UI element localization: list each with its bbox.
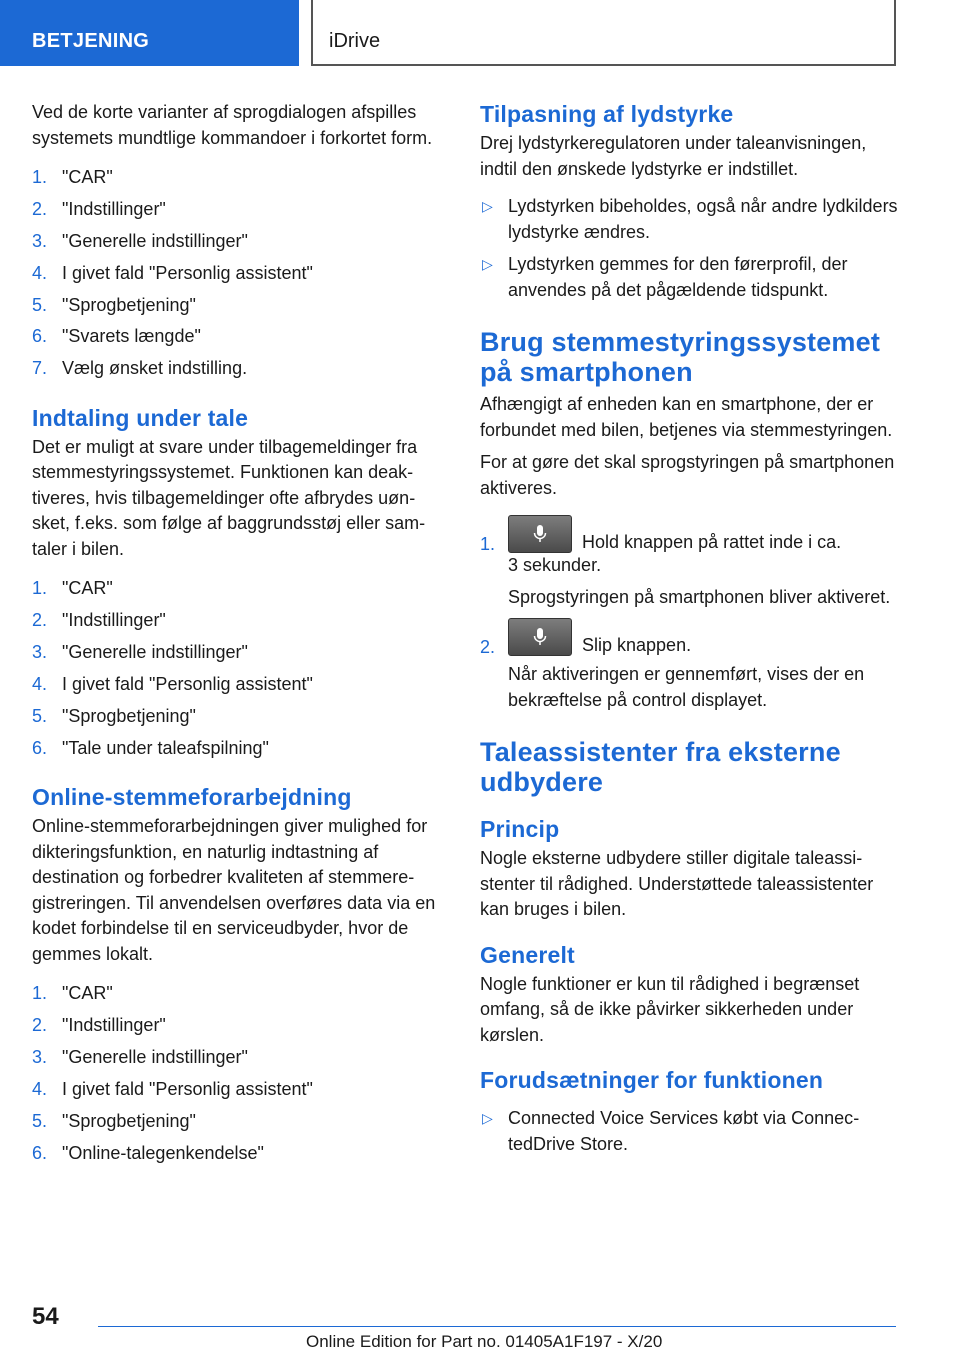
list-item: 3. "Generelle indstillinger" xyxy=(32,230,248,251)
list-item: 4. I givet fald "Personlig assistent" xyxy=(32,262,313,283)
section-tab xyxy=(0,0,299,66)
list-item: ▷ Connected Voice Services købt via ConnectedDrive Store. xyxy=(482,1108,860,1154)
triangle-right-icon: ▷ xyxy=(482,256,493,272)
chapter-tab xyxy=(311,0,896,66)
left-column xyxy=(32,100,442,1173)
list-item: 5. "Sprogbetjening" xyxy=(32,705,196,726)
triangle-right-icon: ▷ xyxy=(482,198,493,214)
list-item: 5. "Sprogbetjening" xyxy=(32,294,196,315)
paragraph-indtaling: Det er muligt at svare under tilbagemeldinger fra stemmestyringssystemet. Funktionen kan deaktiveres, hvis tilbagemeldinger ofte afbrydes uønsket, f.eks. som følge af baggrundsstøj eller samtaler i bilen. xyxy=(32,436,426,559)
heading-forudsaetninger: Forudsætninger for funktionen xyxy=(480,1067,824,1093)
microphone-icon xyxy=(508,618,572,656)
list-item: 3. "Generelle indstillinger" xyxy=(32,642,248,663)
list-item: 6. "Online-talegenkendelse" xyxy=(32,1142,264,1163)
steps-list-3 xyxy=(32,981,442,1166)
paragraph-brug-2: For at gøre det skal sprogstyringen på smartphonen aktiveres. xyxy=(480,452,895,498)
footer-divider xyxy=(98,1326,896,1327)
list-item: 2. "Indstillinger" xyxy=(32,198,166,219)
list-item: ▷ Lydstyrken bibeholdes, også når andre lydkilders lydstyrke ændres. xyxy=(482,196,898,242)
microphone-icon xyxy=(508,515,572,553)
page-number: 54 xyxy=(32,1303,59,1330)
heading-lydstyrke: Tilpasning af lydstyrke xyxy=(480,101,734,127)
list-item: 6. "Tale under taleafspilning" xyxy=(32,737,269,758)
intro-paragraph: Ved de korte varianter af sprogdialogen afspilles systemets mundtlige kommandoer i forkortet form. xyxy=(32,102,433,148)
list-item: 6. "Svarets længde" xyxy=(32,326,201,347)
paragraph-generelt: Nogle funktioner er kun til rådighed i begrænset omfang, så de ikke påvirker sikkerheden under kørslen. xyxy=(480,973,860,1045)
heading-indtaling: Indtaling under tale xyxy=(32,404,249,431)
heading-taleassistenter: Taleassistenter fra eksterne udbydere xyxy=(480,737,841,797)
list-item: 5. "Sprogbetjening" xyxy=(32,1110,196,1131)
right-column xyxy=(480,100,900,1164)
paragraph-princip: Nogle eksterne udbydere stiller digitale taleassistenter til rådighed. Understøttede taleassistenter kan bruges i bilen. xyxy=(480,848,874,919)
list-item: ▷ Lydstyrken gemmes for den førerprofil, der anvendes på det pågældende tidspunkt. xyxy=(482,254,848,300)
step-result: Sprogstyringen på smartphonen bliver aktiveret. xyxy=(508,586,891,607)
section-title: BETJENING xyxy=(32,30,150,52)
list-item: 2. Slip knappen. Når aktiveringen er gennemført, vises der en bekræftelse på control displayet. xyxy=(480,618,900,713)
steps-list-1 xyxy=(32,165,442,382)
list-item: 4. I givet fald "Personlig assistent" xyxy=(32,1078,313,1099)
chapter-title: iDrive xyxy=(329,30,381,52)
steps-list-2 xyxy=(32,576,442,761)
heading-brug: Brug stemmestyringssystemet på smartphonen xyxy=(480,327,881,387)
step-result: Når aktiveringen er gennemført, vises der en bekræftelse på control displayet. xyxy=(508,664,865,710)
list-item: 2. "Indstillinger" xyxy=(32,610,166,631)
list-item: 3. "Generelle indstillinger" xyxy=(32,1047,248,1068)
page-header xyxy=(0,0,960,66)
paragraph-lydstyrke: Drej lydstyrkeregulatoren under taleanvisningen, indtil den ønskede lydstyrke er indstillet. xyxy=(480,133,867,179)
list-item: 1. Hold knappen på rattet inde i ca. 3 sekunder. Sprogstyringen på smartphonen bliver aktiveret. xyxy=(480,515,900,610)
step-continuation: 3 sekunder. xyxy=(508,555,602,575)
list-item: 1. "CAR" xyxy=(32,167,113,187)
list-item: 4. I givet fald "Personlig assistent" xyxy=(32,674,313,695)
list-item: 1. "CAR" xyxy=(32,983,113,1004)
footer-edition: Online Edition for Part no. 01405A1F197 - X/20 xyxy=(306,1332,663,1351)
list-item: 1. "CAR" xyxy=(32,578,113,599)
step-action: Hold knappen på rattet inde i ca. xyxy=(582,532,842,552)
heading-generelt: Generelt xyxy=(480,941,575,968)
paragraph-brug-1: Afhængigt af enheden kan en smartphone, der er forbundet med bilen, betjenes via stemmestyringen. xyxy=(480,394,893,440)
step-action: Slip knappen. xyxy=(582,635,692,655)
bullet-list-2 xyxy=(480,1106,900,1157)
heading-princip: Princip xyxy=(480,816,560,842)
list-item: 7. Vælg ønsket indstilling. xyxy=(32,358,248,379)
triangle-right-icon: ▷ xyxy=(482,1110,493,1126)
bullet-list-1 xyxy=(480,194,900,303)
heading-online: Online-stemmeforarbejdning xyxy=(32,784,352,811)
paragraph-online: Online-stemmeforarbejdningen giver mulighed for dikteringsfunktion, en naturlig indtastning af destination og forbedrer kvaliteten af stemmeregistreringen. Til anvendelsen overføres data via en kodet forbindelse til en serviceudbyder, hvor de gemmes lokalt. xyxy=(32,816,436,964)
list-item: 2. "Indstillinger" xyxy=(32,1015,166,1036)
button-steps xyxy=(480,515,900,713)
